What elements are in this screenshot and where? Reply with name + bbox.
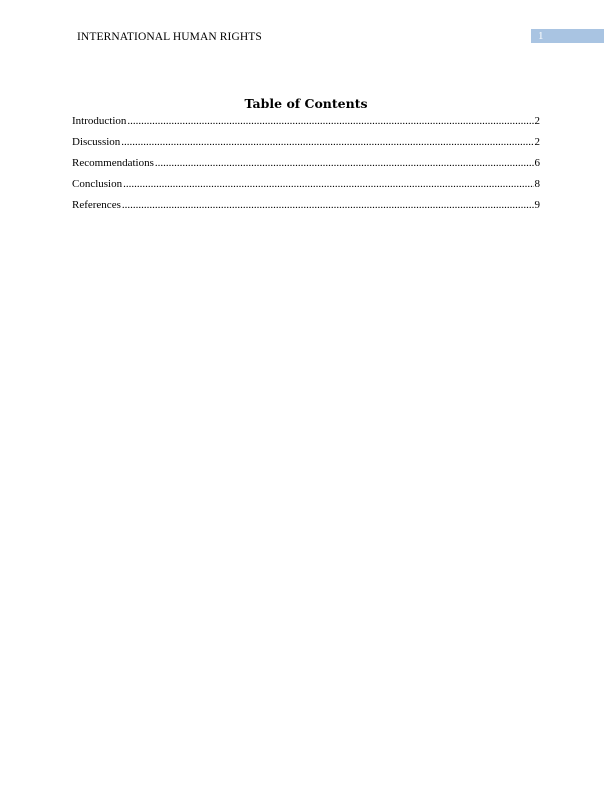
toc-dot-leader: [127, 114, 533, 128]
toc-entry-page[interactable]: 8: [534, 178, 540, 190]
toc-entry-label[interactable]: Conclusion: [72, 178, 123, 190]
toc-entry-label[interactable]: Discussion: [72, 136, 121, 148]
toc-entry-recommendations[interactable]: [72, 156, 540, 177]
toc-entry-page[interactable]: 2: [534, 115, 540, 127]
toc-entry-introduction[interactable]: [72, 114, 540, 135]
toc-dot-leader: [122, 198, 534, 212]
toc-entry-page[interactable]: 9: [534, 199, 540, 211]
toc-list: [72, 114, 540, 219]
toc-entry-label[interactable]: Introduction: [72, 115, 127, 127]
toc-dot-leader: [123, 177, 533, 191]
toc-entry-discussion[interactable]: [72, 135, 540, 156]
toc-dot-leader: [155, 156, 534, 170]
toc-entry-page[interactable]: 2: [534, 136, 540, 148]
toc-entry-page[interactable]: 6: [534, 157, 540, 169]
toc-dot-leader: [121, 135, 533, 149]
toc-entry-label[interactable]: Recommendations: [72, 157, 154, 169]
toc-title: Table of Contents: [244, 96, 368, 111]
toc-entry-label[interactable]: References: [72, 199, 121, 211]
page-number-badge: 1: [531, 29, 604, 43]
toc-entry-references[interactable]: [72, 198, 540, 219]
running-header-title: INTERNATIONAL HUMAN RIGHTS: [77, 31, 262, 43]
toc-entry-conclusion[interactable]: [72, 177, 540, 198]
